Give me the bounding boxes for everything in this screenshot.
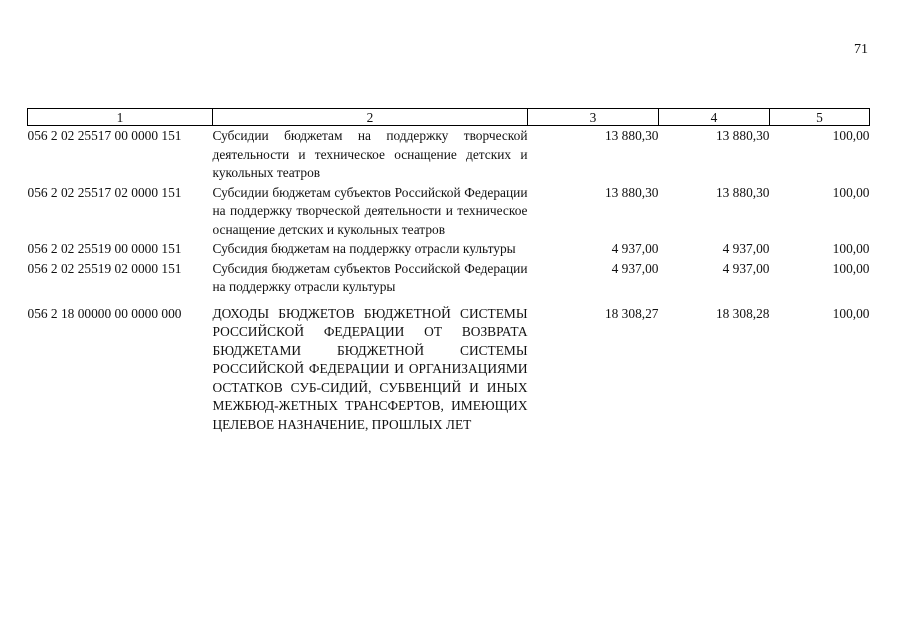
row-name: Субсидии бюджетам на поддержку творческой деятельности и техническое оснащение детских и кукольных театров bbox=[212, 128, 528, 180]
row-name: Субсидия бюджетам на поддержку отрасли культуры bbox=[212, 241, 516, 256]
row-value-col3: 13 880,30 bbox=[604, 184, 659, 200]
row-value-col4: 4 937,00 bbox=[722, 241, 770, 256]
row-name: Субсидия бюджетам субъектов Российской Федерации на поддержку отрасли культуры bbox=[212, 260, 528, 294]
header-row bbox=[28, 109, 870, 126]
header-col-4: 4 bbox=[659, 109, 770, 126]
page-number: 71 bbox=[854, 42, 868, 57]
row-code: 056 2 02 25519 00 0000 151 bbox=[27, 241, 182, 256]
row-code: 056 2 18 00000 00 0000 000 bbox=[27, 305, 182, 321]
header-col-5: 5 bbox=[770, 109, 870, 126]
row-value-col5: 100,00 bbox=[832, 305, 870, 321]
table-row bbox=[28, 297, 870, 435]
row-value-col3: 18 308,27 bbox=[604, 305, 659, 321]
row-code: 056 2 02 25517 02 0000 151 bbox=[27, 184, 182, 200]
row-code: 056 2 02 25519 02 0000 151 bbox=[27, 260, 182, 276]
row-name: ДОХОДЫ БЮДЖЕТОВ БЮДЖЕТНОЙ СИСТЕМЫ РОССИЙСКОЙ ФЕДЕРАЦИИ ОТ ВОЗВРАТА БЮДЖЕТАМИ БЮДЖЕТНОЙ СИСТЕМЫ РОССИЙСКОЙ ФЕДЕРАЦИИ И ОРГАНИЗАЦИЯМИ ОСТАТКОВ СУБ-СИДИЙ, СУБВЕНЦИЙ И ИНЫХ МЕЖБЮД-ЖЕТНЫХ ТРАНСФЕРТОВ, ИМЕЮЩИХ ЦЕЛЕВОЕ НАЗНАЧЕНИЕ, ПРОШЛЫХ ЛЕТ bbox=[212, 305, 528, 432]
row-value-col4: 13 880,30 bbox=[715, 128, 770, 143]
table-row bbox=[28, 183, 870, 240]
row-value-col4: 4 937,00 bbox=[722, 260, 770, 276]
row-value-col3: 4 937,00 bbox=[611, 260, 659, 276]
row-name: Субсидии бюджетам субъектов Российской Федерации на поддержку творческой деятельности и техническое оснащение детских и кукольных театров bbox=[212, 184, 528, 237]
table-body bbox=[28, 126, 870, 435]
header-col-1: 1 bbox=[28, 109, 213, 126]
budget-table bbox=[27, 108, 870, 434]
table-row bbox=[28, 239, 870, 259]
row-value-col5: 100,00 bbox=[832, 241, 870, 256]
row-value-col3: 13 880,30 bbox=[604, 128, 659, 143]
header-col-3: 3 bbox=[528, 109, 659, 126]
row-value-col4: 18 308,28 bbox=[715, 305, 770, 321]
table-row bbox=[28, 259, 870, 297]
row-value-col4: 13 880,30 bbox=[715, 184, 770, 200]
table-row bbox=[28, 126, 870, 183]
row-code: 056 2 02 25517 00 0000 151 bbox=[27, 128, 182, 143]
row-value-col5: 100,00 bbox=[832, 128, 870, 143]
table-header bbox=[28, 109, 870, 126]
row-value-col3: 4 937,00 bbox=[611, 241, 659, 256]
row-value-col5: 100,00 bbox=[832, 260, 870, 276]
row-value-col5: 100,00 bbox=[832, 184, 870, 200]
header-col-2: 2 bbox=[213, 109, 528, 126]
